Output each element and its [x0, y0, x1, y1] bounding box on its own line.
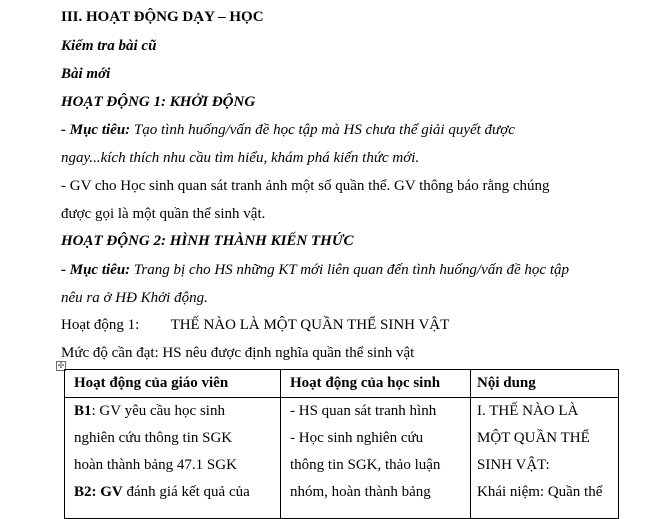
student-line: thông tin SGK, thảo luận: [290, 457, 441, 473]
student-line: - Học sinh nghiên cứu: [290, 430, 424, 446]
teacher-line: nghiên cứu thông tin SGK: [74, 430, 233, 446]
header-content: Nội dung: [471, 370, 619, 398]
step-label: B1: [74, 403, 92, 419]
activity2-heading: HOẠT ĐỘNG 2: HÌNH THÀNH KIẾN THỨC: [61, 233, 354, 249]
teacher-line: B2: GV đánh giá kết quả của: [74, 484, 250, 500]
section-heading: III. HOẠT ĐỘNG DẠY – HỌC: [61, 9, 264, 25]
activity1-heading: HOẠT ĐỘNG 1: KHỞI ĐỘNG: [61, 94, 256, 110]
activity1-gv-line2: được gọi là một quần thể sinh vật.: [61, 206, 266, 222]
content-line: I. THẾ NÀO LÀ: [477, 403, 579, 419]
activity1-gv-line1: - GV cho Học sinh quan sát tranh ảnh một số quần thể. GV thông báo rằng chúng: [61, 178, 550, 194]
content-line: MỘT QUẦN THỂ: [477, 430, 590, 446]
student-line: nhóm, hoàn thành bảng: [290, 484, 431, 500]
check-old-lesson: Kiểm tra bài cũ: [61, 38, 157, 54]
activity1-goal: [61, 122, 515, 139]
step-label: B2: GV: [74, 484, 123, 500]
teacher-cell: [65, 398, 281, 519]
activity2-goal-line2: nêu ra ở HĐ Khởi động.: [61, 290, 208, 306]
student-line: - HS quan sát tranh hình: [290, 403, 437, 419]
sub-activity-row: [61, 317, 449, 334]
activity-table: [64, 369, 619, 519]
content-line: SINH VẬT:: [477, 457, 550, 473]
goal-label: - Mục tiêu:: [61, 262, 131, 278]
table-move-handle-icon[interactable]: ✢: [57, 361, 65, 370]
student-cell: [281, 398, 471, 519]
header-student: Hoạt động của học sinh: [281, 370, 471, 398]
sub-activity-label: Hoạt động 1:: [61, 317, 140, 333]
content-line: Khái niệm: Quần thể: [477, 484, 603, 500]
activity1-goal-line2: ngay...kích thích nhu cầu tìm hiểu, khám phá kiến thức mới.: [61, 150, 420, 166]
sub-activity-title: THẾ NÀO LÀ MỘT QUẦN THỂ SINH VẬT: [170, 317, 450, 333]
goal-text: Tạo tình huống/vấn đề học tập mà HS chưa thể giải quyết được: [130, 122, 515, 138]
header-teacher: Hoạt động của giáo viên: [65, 370, 281, 398]
new-lesson: Bài mới: [61, 66, 111, 82]
teacher-line: hoàn thành bảng 47.1 SGK: [74, 457, 237, 473]
content-cell: [471, 398, 619, 519]
activity2-goal: [61, 262, 569, 279]
level-requirement: Mức độ cần đạt: HS nêu được định nghĩa quần thể sinh vật: [61, 345, 415, 361]
goal-text: Trang bị cho HS những KT mới liên quan đến tình huống/vấn đề học tập: [130, 262, 569, 278]
teacher-line: B1: GV yêu cầu học sinh: [74, 403, 225, 419]
goal-label: - Mục tiêu:: [61, 122, 131, 138]
